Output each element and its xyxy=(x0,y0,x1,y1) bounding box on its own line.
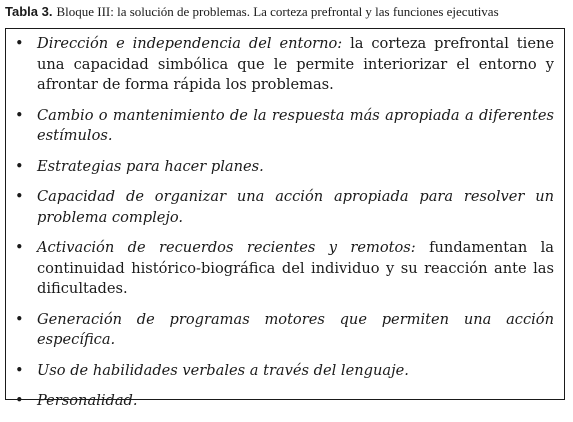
item-italic-text: Generación de programas motores que permiten una acción específica. xyxy=(37,310,554,348)
table-box xyxy=(5,28,565,409)
list-item xyxy=(6,361,564,382)
bullet-icon: • xyxy=(15,35,24,52)
bullet-icon: • xyxy=(15,239,24,256)
table-label: Tabla 3. xyxy=(5,4,53,19)
list-item xyxy=(6,187,564,228)
bullet-icon: • xyxy=(15,361,24,379)
bullet-icon: • xyxy=(15,310,24,328)
item-italic-text: Uso de habilidades verbales a través del lenguaje. xyxy=(37,361,409,379)
item-text: fundamentan la continuidad histórico-biográfica del individuo y su reacción ante las dificultades. xyxy=(37,239,554,297)
list-item xyxy=(6,310,564,351)
bullet-icon: • xyxy=(15,157,24,175)
item-italic-text: Activación de recuerdos recientes y remotos: xyxy=(37,239,416,256)
list-item xyxy=(6,34,564,96)
item-italic-text: Dirección e independencia del entorno: xyxy=(37,35,343,52)
bullet-icon: • xyxy=(15,106,24,124)
bullet-icon: • xyxy=(15,392,24,409)
table-title: Bloque III: la solución de problemas. La corteza prefrontal y las funciones ejecutivas xyxy=(56,4,499,19)
list-item xyxy=(6,106,564,147)
item-italic-text: Cambio o mantenimiento de la respuesta más apropiada a diferentes estímulos. xyxy=(37,106,554,144)
table-caption xyxy=(5,4,499,20)
list-item xyxy=(6,157,564,178)
list-item xyxy=(6,391,564,412)
bullet-list xyxy=(6,34,564,422)
list-item xyxy=(6,238,564,300)
item-text: la corteza prefrontal tiene una capacidad simbólica que le permite interiorizar el entorno y afrontar de forma rápida los problemas. xyxy=(37,35,554,93)
item-italic-text: Estrategias para hacer planes. xyxy=(37,157,264,175)
item-italic-text: Capacidad de organizar una acción apropiada para resolver un problema complejo. xyxy=(37,188,554,226)
item-italic-text: Personalidad. xyxy=(37,392,138,409)
bullet-icon: • xyxy=(15,188,24,205)
